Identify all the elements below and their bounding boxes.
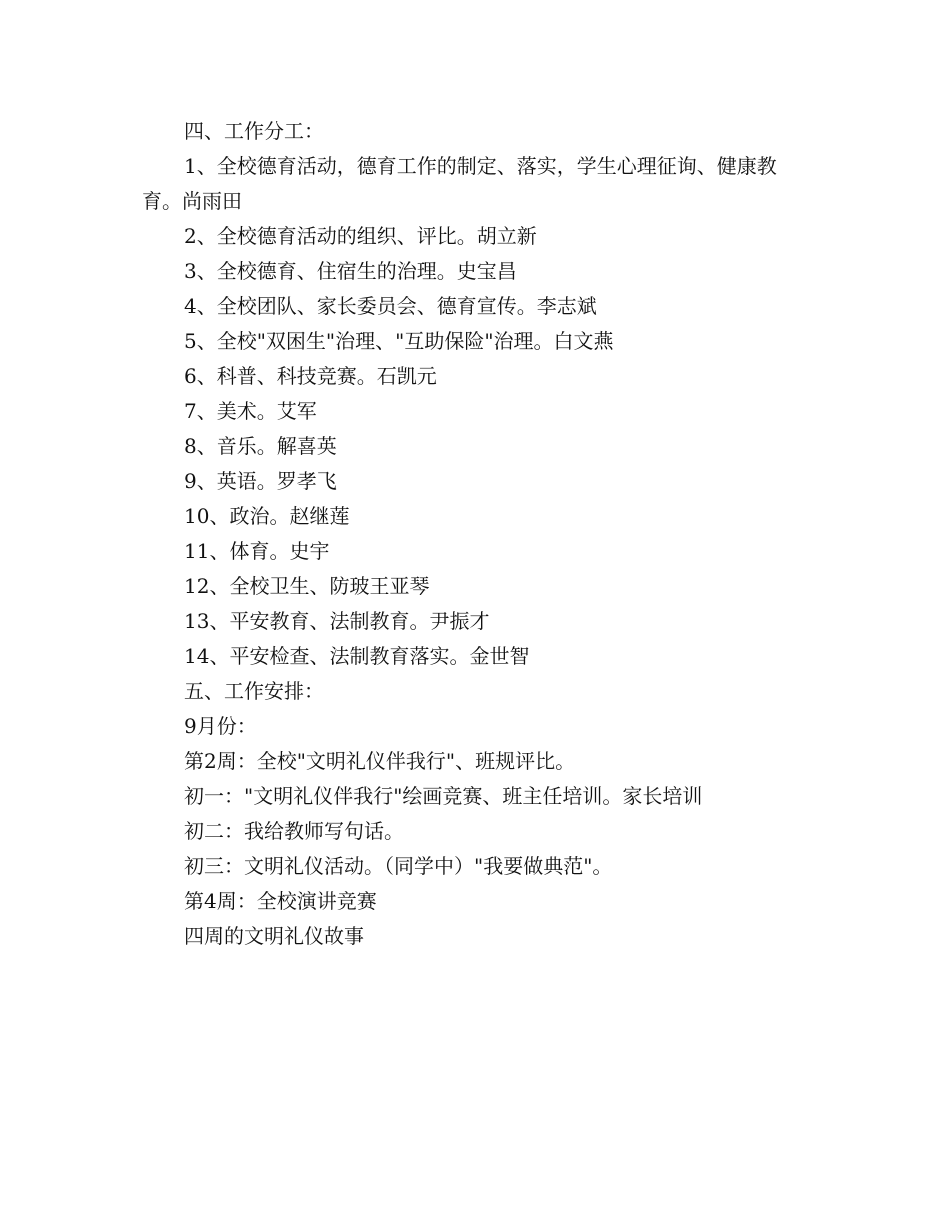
section-heading-division-of-work: 四、工作分工：	[184, 119, 324, 143]
list-item: 9、英语。罗孝飞	[184, 469, 337, 493]
schedule-line: 初二：我给教师写句话。	[184, 819, 404, 843]
list-item: 1、全校德育活动，德育工作的制定、落实，学生心理征询、健康教育。尚雨田	[142, 154, 777, 213]
list-item: 12、全校卫生、防玻王亚琴	[184, 574, 430, 598]
list-item: 4、全校团队、家长委员会、德育宣传。李志斌	[184, 294, 597, 318]
schedule-line: 第2周：全校"文明礼仪伴我行"、班规评比。	[184, 749, 576, 773]
list-item: 6、科普、科技竞赛。石凯元	[184, 364, 437, 388]
month-heading: 9月份：	[184, 714, 257, 738]
schedule-line: 第4周：全校演讲竞赛	[184, 889, 377, 913]
list-item: 7、美术。艾军	[184, 399, 317, 423]
schedule-line: 初一："文明礼仪伴我行"绘画竞赛、班主任培训。家长培训	[184, 784, 703, 808]
schedule-line: 初三：文明礼仪活动。（同学中）"我要做典范"。	[184, 854, 613, 878]
section-heading-work-schedule: 五、工作安排：	[184, 679, 324, 703]
list-item: 11、体育。史宇	[184, 539, 330, 563]
document-body	[142, 114, 814, 954]
list-item: 10、政治。赵继莲	[184, 504, 350, 528]
schedule-line: 四周的文明礼仪故事	[184, 924, 364, 948]
list-item: 8、音乐。解喜英	[184, 434, 337, 458]
list-item: 5、全校"双困生"治理、"互助保险"治理。白文燕	[184, 329, 614, 353]
list-item: 13、平安教育、法制教育。尹振才	[184, 609, 490, 633]
list-item: 14、平安检查、法制教育落实。金世智	[184, 644, 530, 668]
list-item: 3、全校德育、住宿生的治理。史宝昌	[184, 259, 517, 283]
list-item: 2、全校德育活动的组织、评比。胡立新	[184, 224, 537, 248]
